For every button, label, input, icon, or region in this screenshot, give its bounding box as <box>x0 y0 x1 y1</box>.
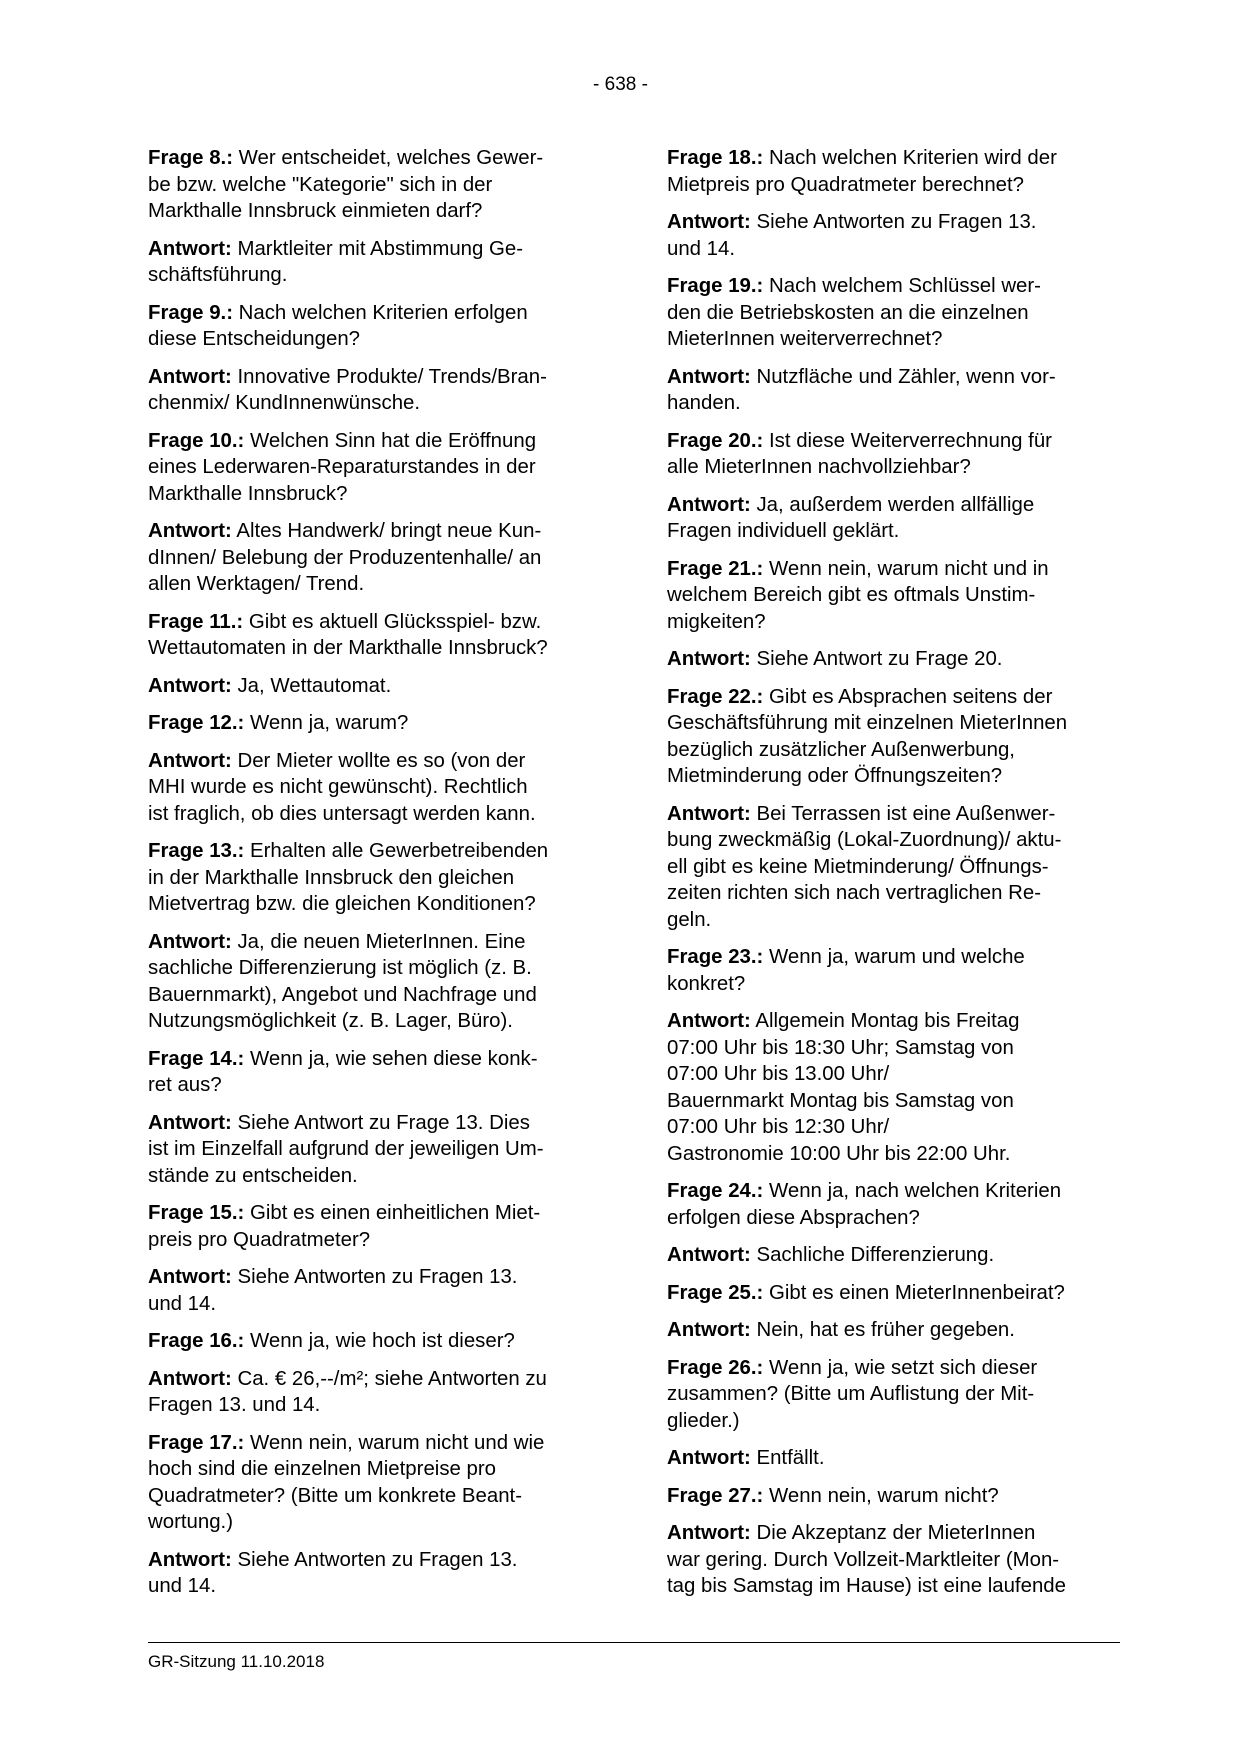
text-line <box>148 1200 603 1227</box>
line-text: geln. <box>667 908 712 931</box>
line-text: Die Akzeptanz der MieterInnen <box>756 1522 1036 1544</box>
line-text: Sachliche Differenzierung. <box>756 1244 995 1266</box>
text-line <box>667 971 1129 998</box>
answer-paragraph <box>667 209 1129 262</box>
text-line <box>148 481 603 508</box>
paragraph-label: Antwort: <box>148 365 232 388</box>
paragraph-label: Antwort: <box>667 1319 751 1341</box>
line-text: 07:00 Uhr bis 13.00 Uhr/ <box>667 1063 890 1085</box>
text-line <box>148 1291 603 1318</box>
line-text: schäftsführung. <box>148 264 288 286</box>
paragraph-label: Frage 11.: <box>148 610 244 633</box>
text-line <box>148 1456 603 1483</box>
line-text: wortung.) <box>148 1511 233 1533</box>
text-line <box>148 1392 603 1419</box>
answer-paragraph <box>148 236 603 289</box>
line-text: Gibt es einen einheitlichen Miet- <box>250 1202 541 1224</box>
text-line <box>667 1547 1129 1574</box>
text-line <box>148 1509 603 1536</box>
text-line <box>148 172 603 199</box>
line-text: MHI wurde es nicht gewünscht). Rechtlich <box>148 776 528 798</box>
paragraph-label: Antwort: <box>148 674 232 697</box>
line-text: sachliche Differenzierung ist möglich (z. B. <box>148 957 532 979</box>
line-text: Wenn ja, wie sehen diese konk- <box>250 1047 538 1070</box>
answer-paragraph <box>667 1008 1129 1167</box>
text-line <box>148 1573 603 1600</box>
text-line <box>667 801 1129 828</box>
line-text: Siehe Antworten zu Fragen 13. <box>237 1548 518 1571</box>
question-paragraph <box>148 609 603 662</box>
text-line <box>148 518 603 545</box>
question-paragraph <box>667 273 1129 353</box>
right-column <box>667 145 1129 1611</box>
line-text: Gibt es einen MieterInnenbeirat? <box>769 1281 1065 1304</box>
line-text: zeiten richten sich nach vertraglichen Re- <box>667 882 1042 904</box>
text-line <box>667 1141 1129 1168</box>
question-paragraph <box>148 838 603 918</box>
text-line <box>667 1317 1129 1344</box>
line-text: konkret? <box>667 972 746 995</box>
line-text: Bei Terrassen ist eine Außenwer- <box>756 802 1056 825</box>
text-line <box>148 364 603 391</box>
line-text: Mietpreis pro Quadratmeter berechnet? <box>667 173 1025 196</box>
text-line <box>667 145 1129 172</box>
line-text: Bauernmarkt Montag bis Samstag von <box>667 1089 1014 1112</box>
text-line <box>667 556 1129 583</box>
text-line <box>667 273 1129 300</box>
question-paragraph <box>667 428 1129 481</box>
page-number: - 638 - <box>593 74 648 95</box>
paragraph-label: Frage 24.: <box>667 1180 764 1202</box>
line-text: Nutzungsmöglichkeit (z. B. Lager, Büro). <box>148 1010 513 1032</box>
text-line <box>148 198 603 225</box>
question-paragraph <box>148 145 603 225</box>
paragraph-label: Antwort: <box>148 930 232 953</box>
line-text: bezüglich zusätzlicher Außenwerbung, <box>667 738 1015 761</box>
text-line <box>148 1328 603 1355</box>
text-line <box>148 673 603 700</box>
paragraph-label: Antwort: <box>667 493 751 516</box>
line-text: ret aus? <box>148 1074 222 1096</box>
answer-paragraph <box>667 1520 1129 1600</box>
text-line <box>667 827 1129 854</box>
text-line <box>148 1136 603 1163</box>
paragraph-label: Antwort: <box>667 211 751 233</box>
text-line <box>148 865 603 892</box>
line-text: und 14. <box>148 1292 217 1315</box>
answer-paragraph <box>148 1264 603 1317</box>
text-line <box>667 1520 1129 1547</box>
line-text: Allgemein Montag bis Freitag <box>755 1010 1020 1032</box>
text-line <box>667 326 1129 353</box>
text-line <box>667 710 1129 737</box>
paragraph-label: Antwort: <box>667 1522 751 1544</box>
line-text: Nutzfläche und Zähler, wenn vor- <box>756 365 1056 388</box>
paragraph-label: Frage 20.: <box>667 429 764 452</box>
text-line <box>148 609 603 636</box>
line-text: Quadratmeter? (Bitte um konkrete Beant- <box>148 1484 523 1507</box>
paragraph-label: Antwort: <box>148 1111 232 1134</box>
paragraph-label: Frage 18.: <box>667 147 764 169</box>
answer-paragraph <box>148 1366 603 1419</box>
paragraph-label: Antwort: <box>667 802 751 825</box>
text-line <box>667 1061 1129 1088</box>
line-text: diese Entscheidungen? <box>148 328 361 350</box>
line-text: Ca. € 26,--/m²; siehe Antworten zu <box>237 1367 547 1390</box>
text-line <box>667 492 1129 519</box>
text-line <box>667 209 1129 236</box>
line-text: stände zu entscheiden. <box>148 1164 358 1187</box>
text-line <box>148 1430 603 1457</box>
paragraph-label: Frage 13.: <box>148 840 245 862</box>
question-paragraph <box>667 1178 1129 1231</box>
paragraph-label: Frage 12.: <box>148 712 245 734</box>
text-line <box>667 854 1129 881</box>
line-text: Siehe Antworten zu Fragen 13. <box>756 211 1037 233</box>
text-line <box>148 1366 603 1393</box>
line-text: Wenn nein, warum nicht? <box>769 1484 999 1507</box>
text-line <box>667 454 1129 481</box>
text-line <box>148 326 603 353</box>
text-line <box>148 262 603 289</box>
answer-paragraph <box>667 801 1129 934</box>
answer-paragraph <box>148 518 603 598</box>
line-text: ell gibt es keine Mietminderung/ Öffnungs- <box>667 855 1049 878</box>
text-line <box>667 236 1129 263</box>
line-text: Altes Handwerk/ bringt neue Kun- <box>236 520 542 542</box>
text-line <box>148 428 603 455</box>
text-line <box>667 684 1129 711</box>
line-text: Gibt es aktuell Glücksspiel- bzw. <box>248 610 542 633</box>
text-line <box>148 774 603 801</box>
answer-paragraph <box>148 748 603 828</box>
paragraph-label: Frage 9.: <box>148 301 233 324</box>
paragraph-label: Frage 27.: <box>667 1484 764 1507</box>
answer-paragraph <box>148 1547 603 1600</box>
line-text: Wettautomaten in der Markthalle Innsbruck? <box>148 637 548 659</box>
question-paragraph <box>667 1355 1129 1435</box>
paragraph-label: Antwort: <box>148 749 232 772</box>
text-line <box>667 609 1129 636</box>
text-line <box>667 1242 1129 1269</box>
paragraph-label: Frage 23.: <box>667 946 764 968</box>
answer-paragraph <box>667 492 1129 545</box>
line-text: in der Markthalle Innsbruck den gleichen <box>148 866 515 889</box>
paragraph-label: Antwort: <box>667 648 751 670</box>
line-text: Der Mieter wollte es so (von der <box>237 749 526 772</box>
text-line <box>148 1046 603 1073</box>
paragraph-label: Antwort: <box>667 365 751 388</box>
answer-paragraph <box>667 646 1129 673</box>
text-line <box>148 145 603 172</box>
text-line <box>667 1280 1129 1307</box>
text-line <box>148 635 603 662</box>
text-line <box>667 364 1129 391</box>
text-line <box>667 1445 1129 1472</box>
text-line <box>667 1114 1129 1141</box>
line-text: Ist diese Weiterverrechnung für <box>769 429 1052 452</box>
line-text: handen. <box>667 392 741 414</box>
text-line <box>667 1008 1129 1035</box>
paragraph-label: Frage 22.: <box>667 685 764 708</box>
text-line <box>667 646 1129 673</box>
question-paragraph <box>148 1328 603 1355</box>
text-line <box>148 891 603 918</box>
text-line <box>667 737 1129 764</box>
question-paragraph <box>148 300 603 353</box>
line-text: ist fraglich, ob dies untersagt werden kann. <box>148 802 536 825</box>
answer-paragraph <box>148 673 603 700</box>
line-text: Mietvertrag bzw. die gleichen Konditionen? <box>148 893 536 915</box>
line-text: und 14. <box>667 237 736 260</box>
line-text: ist im Einzelfall aufgrund der jeweiligen Um- <box>148 1138 544 1160</box>
paragraph-label: Frage 14.: <box>148 1047 245 1070</box>
text-line <box>148 748 603 775</box>
line-text: bung zweckmäßig (Lokal-Zuordnung)/ aktu- <box>667 829 1062 851</box>
line-text: Wenn nein, warum nicht und wie <box>250 1431 545 1454</box>
line-text: Erhalten alle Gewerbetreibenden <box>250 840 549 862</box>
text-line <box>148 1547 603 1574</box>
line-text: chenmix/ KundInnenwünsche. <box>148 392 421 414</box>
answer-paragraph <box>148 1110 603 1190</box>
question-paragraph <box>667 1483 1129 1510</box>
line-text: Nach welchen Kriterien erfolgen <box>238 301 528 324</box>
text-line <box>148 710 603 737</box>
question-paragraph <box>148 1430 603 1536</box>
paragraph-label: Frage 8.: <box>148 147 233 169</box>
paragraph-label: Frage 25.: <box>667 1281 764 1304</box>
line-text: Wer entscheidet, welches Gewer- <box>238 147 544 169</box>
text-line <box>667 1355 1129 1382</box>
paragraph-label: Antwort: <box>148 237 232 260</box>
paragraph-label: Antwort: <box>667 1244 751 1266</box>
text-line <box>667 880 1129 907</box>
line-text: war gering. Durch Vollzeit-Marktleiter (Mon- <box>667 1548 1060 1571</box>
paragraph-label: Antwort: <box>667 1010 751 1032</box>
left-column <box>148 145 603 1611</box>
line-text: Wenn ja, nach welchen Kriterien <box>769 1180 1062 1202</box>
line-text: Siehe Antwort zu Frage 13. Dies <box>237 1111 530 1134</box>
text-line <box>667 1483 1129 1510</box>
line-text: eines Lederwaren-Reparaturstandes in der <box>148 456 536 478</box>
text-line <box>667 1088 1129 1115</box>
text-line <box>667 582 1129 609</box>
line-text: Ja, außerdem werden allfällige <box>756 493 1035 516</box>
text-line <box>667 907 1129 934</box>
line-text: dInnen/ Belebung der Produzentenhalle/ an <box>148 546 542 569</box>
line-text: preis pro Quadratmeter? <box>148 1228 371 1251</box>
text-line <box>667 518 1129 545</box>
line-text: glieder.) <box>667 1409 740 1432</box>
text-line <box>667 1035 1129 1062</box>
line-text: 07:00 Uhr bis 12:30 Uhr/ <box>667 1116 890 1138</box>
text-line <box>148 801 603 828</box>
line-text: Nein, hat es früher gegeben. <box>756 1319 1015 1341</box>
footer-text: GR-Sitzung 11.10.2018 <box>148 1652 325 1671</box>
text-line <box>667 428 1129 455</box>
text-line <box>148 838 603 865</box>
text-line <box>148 1072 603 1099</box>
paragraph-label: Frage 17.: <box>148 1431 245 1454</box>
line-text: Wenn ja, warum und welche <box>769 946 1025 968</box>
text-line <box>148 300 603 327</box>
question-paragraph <box>667 556 1129 636</box>
line-text: Marktleiter mit Abstimmung Ge- <box>237 237 524 260</box>
question-paragraph <box>667 684 1129 790</box>
text-line <box>148 1483 603 1510</box>
text-line <box>148 1110 603 1137</box>
line-text: Innovative Produkte/ Trends/Bran- <box>237 365 547 388</box>
text-line <box>667 1381 1129 1408</box>
paragraph-label: Frage 15.: <box>148 1202 245 1224</box>
line-text: Bauernmarkt), Angebot und Nachfrage und <box>148 983 537 1006</box>
paragraph-label: Antwort: <box>148 1548 232 1571</box>
question-paragraph <box>148 1200 603 1253</box>
line-text: Nach welchen Kriterien wird der <box>769 147 1057 169</box>
line-text: Wenn ja, warum? <box>250 712 409 734</box>
answer-paragraph <box>148 364 603 417</box>
line-text: be bzw. welche "Kategorie" sich in der <box>148 173 493 196</box>
line-text: Gastronomie 10:00 Uhr bis 22:00 Uhr. <box>667 1142 1011 1165</box>
text-line <box>148 982 603 1009</box>
line-text: Ja, Wettautomat. <box>237 674 392 697</box>
text-line <box>148 236 603 263</box>
text-line <box>148 1163 603 1190</box>
text-line <box>667 763 1129 790</box>
line-text: migkeiten? <box>667 610 766 633</box>
text-line <box>667 944 1129 971</box>
line-text: Markthalle Innsbruck einmieten darf? <box>148 200 483 222</box>
line-text: Entfällt. <box>756 1447 825 1469</box>
text-line <box>667 172 1129 199</box>
line-text: Wenn nein, warum nicht und in <box>769 557 1049 580</box>
question-paragraph <box>667 944 1129 997</box>
line-text: Fragen 13. und 14. <box>148 1394 321 1416</box>
line-text: 07:00 Uhr bis 18:30 Uhr; Samstag von <box>667 1036 1014 1059</box>
line-text: Fragen individuell geklärt. <box>667 520 900 542</box>
text-line <box>148 1227 603 1254</box>
text-line <box>667 300 1129 327</box>
text-line <box>148 1008 603 1035</box>
text-line <box>667 390 1129 417</box>
line-text: und 14. <box>148 1575 217 1597</box>
text-line <box>148 390 603 417</box>
text-line <box>148 1264 603 1291</box>
question-paragraph <box>667 1280 1129 1307</box>
line-text: Markthalle Innsbruck? <box>148 482 348 505</box>
question-paragraph <box>148 710 603 737</box>
text-line <box>148 955 603 982</box>
line-text: den die Betriebskosten an die einzelnen <box>667 301 1029 324</box>
line-text: allen Werktagen/ Trend. <box>148 573 365 595</box>
paragraph-label: Antwort: <box>667 1447 751 1469</box>
paragraph-label: Frage 10.: <box>148 429 245 452</box>
paragraph-label: Antwort: <box>148 520 232 542</box>
text-line <box>667 1573 1129 1600</box>
text-line <box>667 1178 1129 1205</box>
line-text: Wenn ja, wie setzt sich dieser <box>769 1356 1038 1379</box>
text-line <box>148 571 603 598</box>
line-text: zusammen? (Bitte um Auflistung der Mit- <box>667 1383 1035 1405</box>
text-line <box>148 545 603 572</box>
answer-paragraph <box>667 1242 1129 1269</box>
line-text: erfolgen diese Absprachen? <box>667 1206 920 1229</box>
question-paragraph <box>148 428 603 508</box>
paragraph-label: Frage 21.: <box>667 557 764 580</box>
answer-paragraph <box>667 1445 1129 1472</box>
line-text: Gibt es Absprachen seitens der <box>769 685 1053 708</box>
line-text: Nach welchem Schlüssel wer- <box>769 275 1041 297</box>
line-text: Welchen Sinn hat die Eröffnung <box>250 429 537 452</box>
paragraph-label: Frage 16.: <box>148 1330 245 1352</box>
question-paragraph <box>667 145 1129 198</box>
line-text: Wenn ja, wie hoch ist dieser? <box>250 1330 515 1352</box>
line-text: Mietminderung oder Öffnungszeiten? <box>667 765 1003 787</box>
line-text: MieterInnen weiterverrechnet? <box>667 328 943 350</box>
line-text: tag bis Samstag im Hause) ist eine laufende <box>667 1575 1066 1597</box>
paragraph-label: Antwort: <box>148 1266 232 1288</box>
text-line <box>148 454 603 481</box>
line-text: hoch sind die einzelnen Mietpreise pro <box>148 1458 496 1480</box>
text-line <box>667 1408 1129 1435</box>
line-text: Ja, die neuen MieterInnen. Eine <box>237 930 526 953</box>
line-text: welchem Bereich gibt es oftmals Unstim- <box>667 584 1036 606</box>
answer-paragraph <box>148 929 603 1035</box>
question-paragraph <box>148 1046 603 1099</box>
footer-divider <box>148 1642 1120 1643</box>
answer-paragraph <box>667 1317 1129 1344</box>
line-text: Siehe Antwort zu Frage 20. <box>756 648 1003 670</box>
paragraph-label: Frage 19.: <box>667 275 764 297</box>
line-text: alle MieterInnen nachvollziehbar? <box>667 456 971 478</box>
paragraph-label: Frage 26.: <box>667 1356 764 1379</box>
line-text: Siehe Antworten zu Fragen 13. <box>237 1266 518 1288</box>
line-text: Geschäftsführung mit einzelnen MieterInnen <box>667 712 1068 734</box>
paragraph-label: Antwort: <box>148 1367 232 1390</box>
answer-paragraph <box>667 364 1129 417</box>
text-line <box>148 929 603 956</box>
text-line <box>667 1205 1129 1232</box>
